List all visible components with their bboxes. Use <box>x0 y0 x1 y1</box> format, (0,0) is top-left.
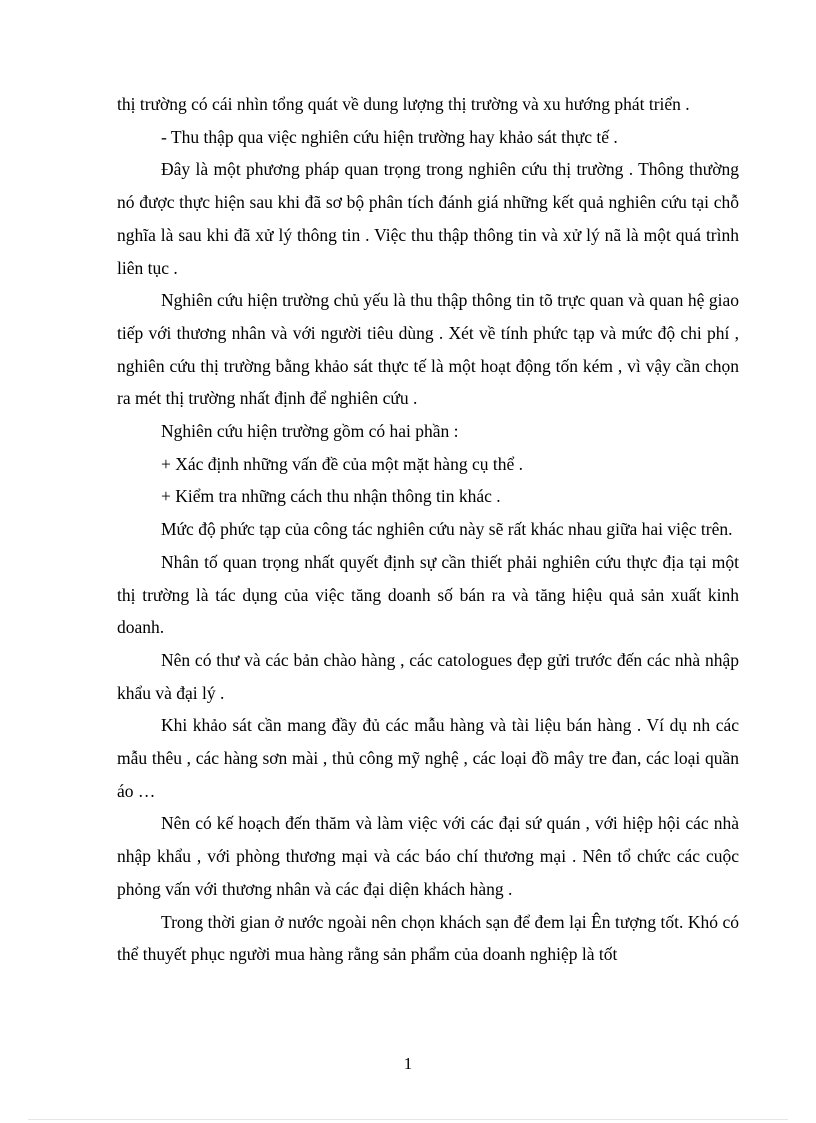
paragraph-6: + Xác định những vấn đề của một mặt hàng cụ thể . <box>161 453 523 474</box>
paragraph-3: Đây là một phương pháp quan trọng trong nghiên cứu thị trường . Thông thường nó được thực hiện sau khi đã sơ bộ phân tích đánh giá những kết quả nghiên cứu tại chỗ nghĩa là sau khi đã xử lý thông tin . Việc thu thập thông tin và xử lý nã là một quá trình liên tục . <box>117 159 739 278</box>
paragraph-13: Trong thời gian ở nước ngoài nên chọn khách sạn để đem lại Ên tượng tốt. Khó có thể thuyết phục người mua hàng rằng sản phẩm của doanh nghiệp là tốt <box>117 911 739 965</box>
page-number: 1 <box>403 1054 413 1073</box>
page-bottom-divider <box>28 1119 788 1120</box>
paragraph-7: + Kiểm tra những cách thu nhận thông tin khác . <box>161 486 501 507</box>
paragraph-12: Nên có kế hoạch đến thăm và làm việc với các đại sứ quán , với hiệp hội các nhà nhập khẩu , với phòng thương mại và các báo chí thương mại . Nên tổ chức các cuộc phỏng vấn với thương nhân và các đại diện khách hàng . <box>117 813 739 899</box>
paragraph-11: Khi khảo sát cần mang đầy đủ các mẫu hàng và tài liệu bán hàng . Ví dụ nh các mẫu thêu , các hàng sơn mài , thủ công mỹ nghệ , các loại đồ mây tre đan, các loại quần áo … <box>117 715 739 801</box>
paragraph-9: Nhân tố quan trọng nhất quyết định sự cần thiết phải nghiên cứu thực địa tại một thị trường là tác dụng của việc tăng doanh số bán ra và tăng hiệu quả sản xuất kinh doanh. <box>117 551 739 638</box>
paragraph-1: thị trường có cái nhìn tổng quát về dung lượng thị trường và xu hướng phát triển . <box>117 94 690 114</box>
body-text <box>117 88 739 971</box>
paragraph-2: - Thu thập qua việc nghiên cứu hiện trường hay khảo sát thực tế . <box>161 126 618 147</box>
paragraph-10: Nên có thư và các bản chào hàng , các catologues đẹp gửi trước đến các nhà nhập khẩu và đại lý . <box>117 649 739 703</box>
paragraph-5: Nghiên cứu hiện trường gồm có hai phần : <box>161 421 459 442</box>
paragraph-4: Nghiên cứu hiện trường chủ yếu là thu thập thông tin tõ trực quan và quan hệ giao tiếp với thương nhân và với người tiêu dùng . Xét về tính phức tạp và mức độ chi phí , nghiên cứu thị trường bằng khảo sát thực tế là một hoạt động tốn kém , vì vậy cần chọn ra mét thị trường nhất định để nghiên cứu . <box>117 290 739 409</box>
paragraph-8: Mức độ phức tạp của công tác nghiên cứu này sẽ rất khác nhau giữa hai việc trên. <box>161 519 733 540</box>
